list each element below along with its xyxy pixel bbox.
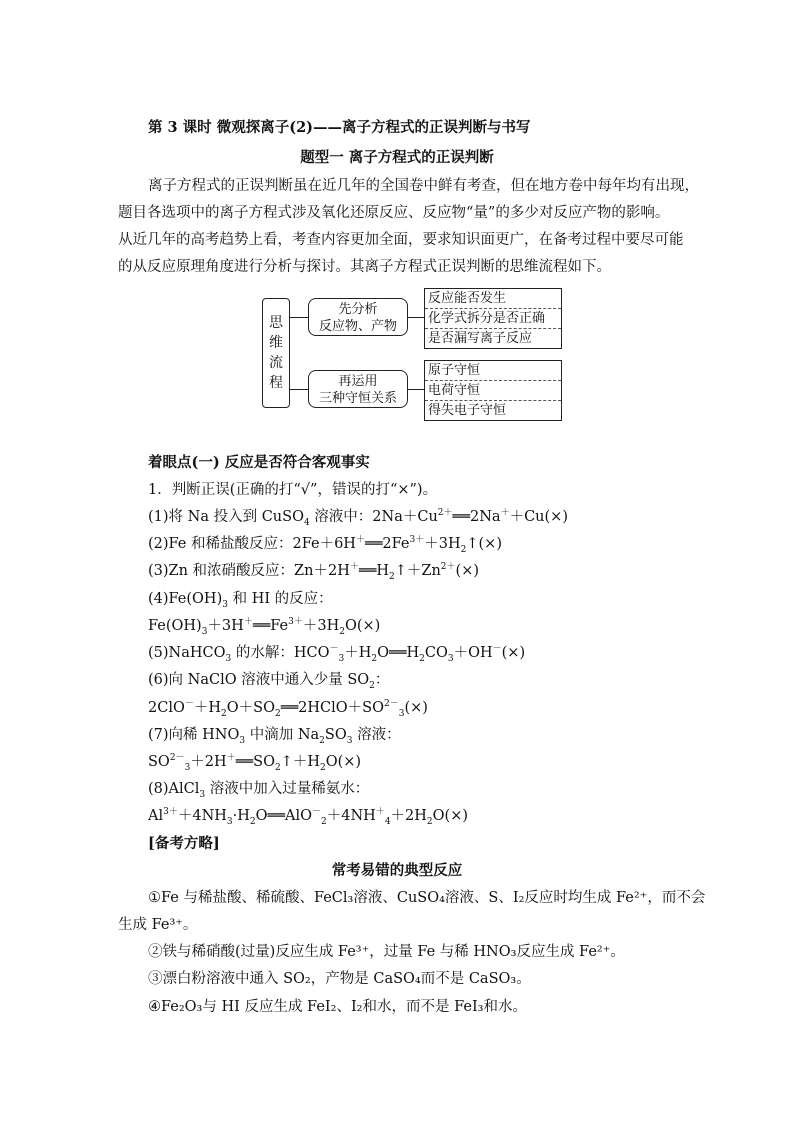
item-3: (3)Zn 和浓硝酸反应：$Zn+2H^+══H_2↑+Zn^{2+}(\times)$ [148,562,479,582]
item-4-question: $(4)Fe(OH)_3$ 和 HI 的反应： [148,591,333,610]
section-title: 题型一 离子方程式的正误判断 [300,149,494,166]
strategy-tag: [备考方略] [148,835,220,852]
flowchart-check-list-2 [424,360,562,421]
item-2: (2)Fe 和稀盐酸反应：$2Fe+6H^+══2Fe^{3+}+3H_2↑(\times)$ [148,535,502,555]
item-7-equation: $SO^{2-}_3+2H^+══SO_2↑+H_2O(\times)$ [148,753,362,773]
item-7-question: (7)向稀 $HNO_3$ 中滴加 $Na_2SO_3$ 溶液： [148,727,401,746]
flowchart-apply-node: 再运用 三种守恒关系 [308,370,408,408]
flowchart-item: 化学式拆分是否正确 [425,309,561,329]
focus-title: 着眼点(一) 反应是否符合客观事实 [148,454,370,471]
flowchart-root: 思维流程 [262,298,290,408]
flowchart-item: 原子守恒 [425,361,561,381]
intro-line-2: 题目各选项中的离子方程式涉及氧化还原反应、反应物“量”的多少对反应产物的影响。 [118,205,670,221]
strategy-point-1-cont: 生成 Fe³⁺。 [118,917,198,933]
strategy-point-4: ④Fe₂O₃与 HI 反应生成 FeI₂、I₂和水，而不是 FeI₃和水。 [148,999,527,1015]
item-4-equation: $Fe(OH)_3+3H^+══Fe^{3+}+3H_2O(\times)$ [148,617,381,637]
item-8-question: (8)AlCl$_3$ 溶液中加入过量稀氨水： [148,781,370,800]
intro-line-3: 从近几年的高考趋势上看，考查内容更加全面，要求知识面更广，在备考过程中要尽可能 [118,232,684,248]
question-prompt: 1．判断正误(正确的打“√”，错误的打“×”)。 [148,482,438,498]
strategy-title: 常考易错的典型反应 [331,862,463,879]
flowchart-item: 是否漏写离子反应 [428,331,533,346]
flowchart-analyze-node: 先分析 反应物、产物 [308,298,408,336]
item-1: (1)将 Na 投入到 CuSO$_4$ 溶液中：$2Na+Cu^{2+}══2Na^++Cu(\times)$ [148,508,568,528]
intro-line-4: 的从反应原理角度进行分析与探讨。其离子方程式正误判断的思维流程如下。 [118,259,611,275]
flowchart-check-list-1 [424,288,562,349]
lesson-title: 第 3 课时 微观探离子(2)——离子方程式的正误判断与书写 [148,119,531,136]
strategy-point-3: ③漂白粉溶液中通入 SO₂，产物是 CaSO₄而不是 CaSO₃。 [148,971,531,987]
item-6-equation: $2ClO^-+H_2O+SO_2══2HClO+SO^{2-}_3(\times)$ [148,699,428,719]
strategy-point-2: ②铁与稀硝酸(过量)反应生成 Fe³⁺，过量 Fe 与稀 HNO₃反应生成 Fe²⁺。 [148,944,625,960]
strategy-point-1: ①Fe 与稀盐酸、稀硫酸、FeCl₃溶液、CuSO₄溶液、S、I₂反应时均生成 Fe²⁺，而不会 [148,890,706,906]
flowchart-item: 得失电子守恒 [428,403,507,418]
flowchart-item: 反应能否发生 [425,289,561,309]
item-5: (5)NaHCO$_3$ 的水解：$HCO^-_3+H_2O══H_2CO_3+OH^-(\times)$ [148,644,526,664]
flowchart-item: 电荷守恒 [425,381,561,401]
item-6-question: (6)向 NaClO 溶液中通入少量 $SO_2$： [148,672,390,691]
thinking-flowchart [262,288,564,420]
intro-line-1: 离子方程式的正误判断虽在近几年的全国卷中鲜有考查，但在地方卷中每年均有出现， [148,178,699,194]
item-8-equation: $Al^{3+}+4NH_3\cdot H_2O══AlO^-_2+4NH^+_4+2H_2O(\times)$ [148,807,469,827]
